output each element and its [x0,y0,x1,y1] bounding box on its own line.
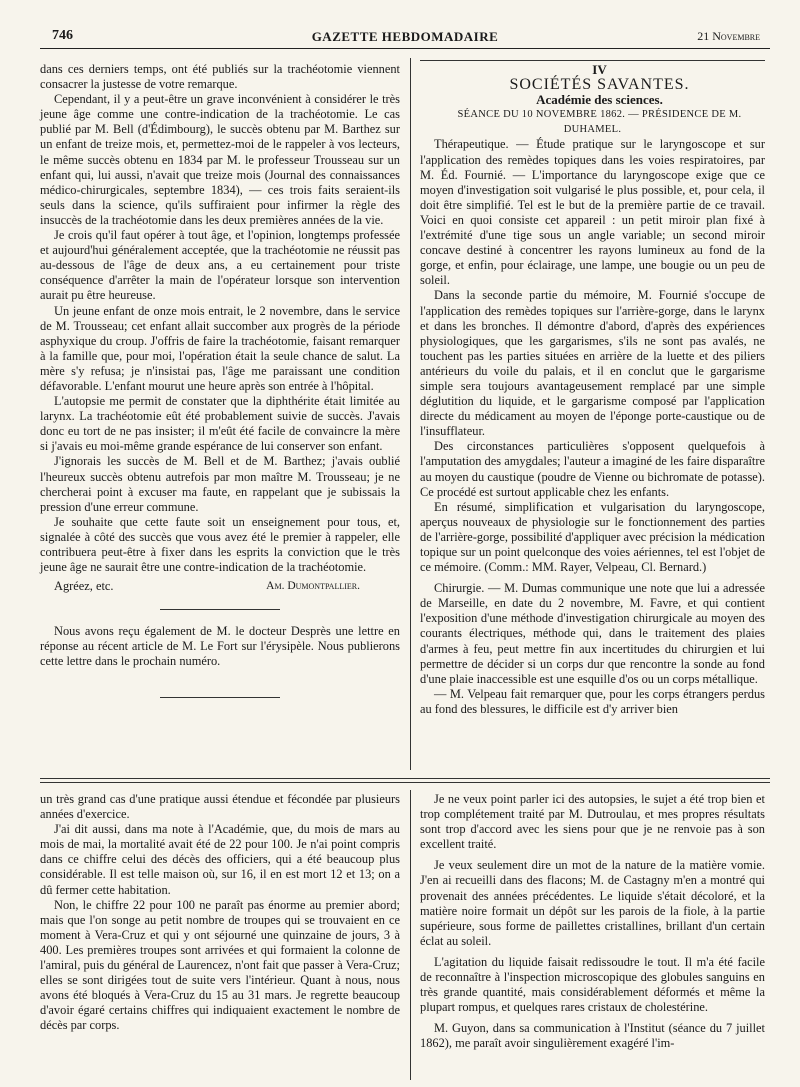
paragraph: Je souhaite que cette faute soit un enseignement pour tous, et, signalée à côté des succès que vous avez été le premier à rappeler, elle contribuera peut-être à fixer dans les esprits la conviction que le très jeune âge ne saurait être une contre-indication de la trachéotomie. [40,514,400,575]
paragraph: — M. Velpeau fait remarquer que, pour les corps étrangers perdus au fond des blessures, le difficile est d'y arriver bien [420,686,765,716]
top-right-column [420,62,765,717]
top-left-column [40,62,400,712]
journal-title: GAZETTE HEBDOMADAIRE [311,29,499,44]
paragraph: Chirurgie. — M. Dumas communique une note que lui a adressée de Marseille, en date du 2 novembre, M. Favre, et qui contient l'exposition d'une méthode d'investigation chirurgicale au moyen des courants électriques, méthode qui, dans le traitement des plaies d'armes à feu, peut mettre fin aux incertitudes du chirurgien et lui permettre de décider si un corps dur que rencontre la sonde au fond d'une plaie inaccessible est une esquille d'os ou un corps métallique. [420,581,765,686]
section-subtitle: Académie des sciences. [536,92,663,108]
bottom-left-column [40,792,400,1034]
paragraph: Des circonstances particulières s'opposent quelquefois à l'amputation des amygdales; l'auteur a imaginé de les faire disparaître au moyen du caustique (poudre de Vienne ou bichromate de potasse). Ce procédé est surtout applicable chez les enfants. [420,439,765,499]
letter-signoff [40,579,400,595]
signature: Am. Dumontpallier. [266,580,360,593]
paragraph: Non, le chiffre 22 pour 100 ne paraît pas énorme au premier abord; mais que l'on songe au petit nombre de troupes qui se trouvaient en ce moment à Vera-Cruz et qui y ont séjourné une quinzaine de jours, 3 à 400. Les premières troupes sont arrivées et qui formaient la colonne de l'amiral, puis du général de Laurencez, n'ont fait que passer à Vera-Cruz; elles se sont dirigées tout de suite vers l'intérieur. Quant à nous, nous avons été bloqués à Vera-Cruz du 15 au 31 mars. Je regrette beaucoup d'avoir égaré certains chiffres qui indiquaient exactement le nombre de décès par corps. [40,897,400,1033]
paragraph: Je veux seulement dire un mot de la nature de la matière vomie. J'en ai recueilli dans des flacons; M. de Castagny m'en a montré qui provenait des années précédentes. Le liquide s'était décoloré, et la matière noire formait un dépôt sur les parois de la fiole, à la partie supérieure, sous forme de paillettes cristallines, brillant d'un certain éclat au soleil. [420,858,765,948]
paragraph: M. Guyon, dans sa communication à l'Institut (séance du 7 juillet 1862), me paraît avoir singulièrement exagéré l'im- [420,1021,765,1051]
paragraph: En résumé, simplification et vulgarisation du laryngoscope, aperçus nouveaux de physiologie sur le fonctionnement des parties de l'arrière-gorge, possibilité d'appliquer avec précision la médication topique sur un point quelconque des voies aériennes, tel est l'objet de ce mémoire. (Comm.: MM. Rayer, Velpeau, Cl. Bernard.) [420,499,765,575]
paragraph: Je ne veux point parler ici des autopsies, le sujet a été trop bien et trop complétement traité par M. Dutroulau, et mes propres résultats sont trop d'accord avec les siens pour que je ne renvoie pas à son excellent traité. [420,792,765,852]
paragraph: Dans la seconde partie du mémoire, M. Fournié s'occupe de l'application des remèdes topiques sur l'arrière-gorge, dans le larynx et dans les bronches. Il démontre d'abord, d'après des expériences physiologiques, que les gargarismes, s'ils ne sont pas avalés, ne touchent pas les parties situées en arrière de la luette et des piliers antérieurs du voile du palais, et il en conclut que le gargarisme simple sera toujours avantageusement remplacé par une simple déglutition du liquide, et le gargarisme composé par l'application directe du médicament au moyen de l'éponge porte-caustique ou de l'insufflateur. [420,288,765,439]
paragraph: Un jeune enfant de onze mois entrait, le 2 novembre, dans le service de M. Trousseau; cet enfant allait succomber aux progrès de la période asphyxique du croup. J'offris de faire la trachéotomie, faisant remarquer à la famille que, pour moi, l'opération était la seule chance de salut. La mère s'y refusa; je n'insistai pas, l'âge me paraissant une condition défavorable. L'enfant mourut une heure après son entrée à l'hôpital. [40,303,400,393]
closing-formula: Agréez, etc. [54,579,114,594]
issue-date: 21 Novembre [697,29,760,43]
section-divider [40,778,770,779]
column-divider-bottom [410,790,411,1080]
paragraph: J'ignorais les succès de M. Bell et de M. Barthez; j'avais oublié l'heureux succès obtenu autrefois par mon maître M. Trousseau; je ne chercherai point à excuser ma faute, en rappelant que je subissais la pression d'une erreur commune. [40,454,400,514]
section-title: SOCIÉTÉS SAVANTES. [509,76,690,94]
right-column-top-rule [420,60,765,61]
paragraph: dans ces derniers temps, ont été publiés sur la trachéotomie viennent consacrer la justesse de votre remarque. [40,62,400,92]
column-divider-top [410,58,411,770]
paragraph: L'agitation du liquide faisait redissoudre le tout. Il m'a été facile de reconnaître à l'inspection microscopique des globules sanguins en très grande quantité, mais considérablement déformés et même la plupart rompus, et quelques rares cristaux de cholestérine. [420,954,765,1015]
paragraph: Thérapeutique. — Étude pratique sur le laryngoscope et sur l'application des remèdes topiques dans les voies respiratoires, par M. Éd. Fournié. — L'importance du laryngoscope exige que ce moyen d'investigation soit vulgarisé le plus possible, et, pour cela, il doit être simplifié. Tel est le but de la première partie de ce travail. Voici en quoi consiste cet appareil : un petit miroir plan fixé à l'extrémité d'une tige sous un angle variable; un second miroir concave destiné à concentrer les rayons lumineux au fond de la gorge, et enfin, pour éclairage, une lampe, une bougie ou un peu de soleil. [420,137,765,288]
bottom-right-column [420,792,765,1052]
paragraph: Cependant, il y a peut-être un grave inconvénient à considérer le très jeune âge comme une contre-indication de la trachéotomie. Le cas publié par M. Bell (d'Édimbourg), le succès obtenu par M. Barthez sur un enfant de treize mois, et, permettez-moi de le rappeler à vos lecteurs, le même succès obtenu en 1834 par M. le professeur Trousseau sur un enfant qui, lui aussi, n'avait que treize mois (Journal des connaissances médico-chirurgicales, septembre 1834), — ces trois faits seraient-ils seuls dans la science, qu'ils suffiraient pour infirmer la règle des insuccès de la trachéotomie dans les deux premières années de la vie. [40,92,400,227]
paragraph: Je crois qu'il faut opérer à tout âge, et l'opinion, longtemps professée et aujourd'hui généralement acceptée, que la trachéotomie ne réussit pas au-dessous de l'âge de deux ans, a eu certainement pour triste conséquence d'arrêter la main de l'opérateur lorsque son intervention aurait pu être heureuse. [40,228,400,303]
paragraph: un très grand cas d'une pratique aussi étendue et fécondée par plusieurs années d'exercice. [40,792,400,822]
paragraph: L'autopsie me permit de constater que la diphthérite était limitée au larynx. La trachéotomie eût été probablement suivie de succès. J'avais donc eu tort de ne pas insister; il m'eût été facile de convaincre la mère si j'avais eu moi-même grande espérance de lui conserver son enfant. [40,394,400,454]
running-head [40,26,770,49]
editorial-note: Nous avons reçu également de M. le docteur Desprès une lettre en réponse au récent article de M. Le Fort sur l'érysipèle. Nous publierons cette lettre dans le prochain numéro. [40,624,400,669]
session-line: SÉANCE DU 10 NOVEMBRE 1862. — PRÉSIDENCE DE M. DUHAMEL. [457,109,742,136]
short-rule [160,609,280,610]
paragraph: J'ai dit aussi, dans ma note à l'Académie, que, du mois de mars au mois de mai, la mortalité avait été de 22 pour 100. Je n'ai point compris dans ce chiffre celui des décès des officiers, qui a été beaucoup plus considérable. Il est telle maison où, sur 16, il en est mort 12 et 13; on a dû fermer cette habitation. [40,822,400,897]
page-number: 746 [52,28,73,43]
section-number: IV [592,62,607,77]
section-divider-2 [40,782,770,783]
short-rule [160,697,280,698]
